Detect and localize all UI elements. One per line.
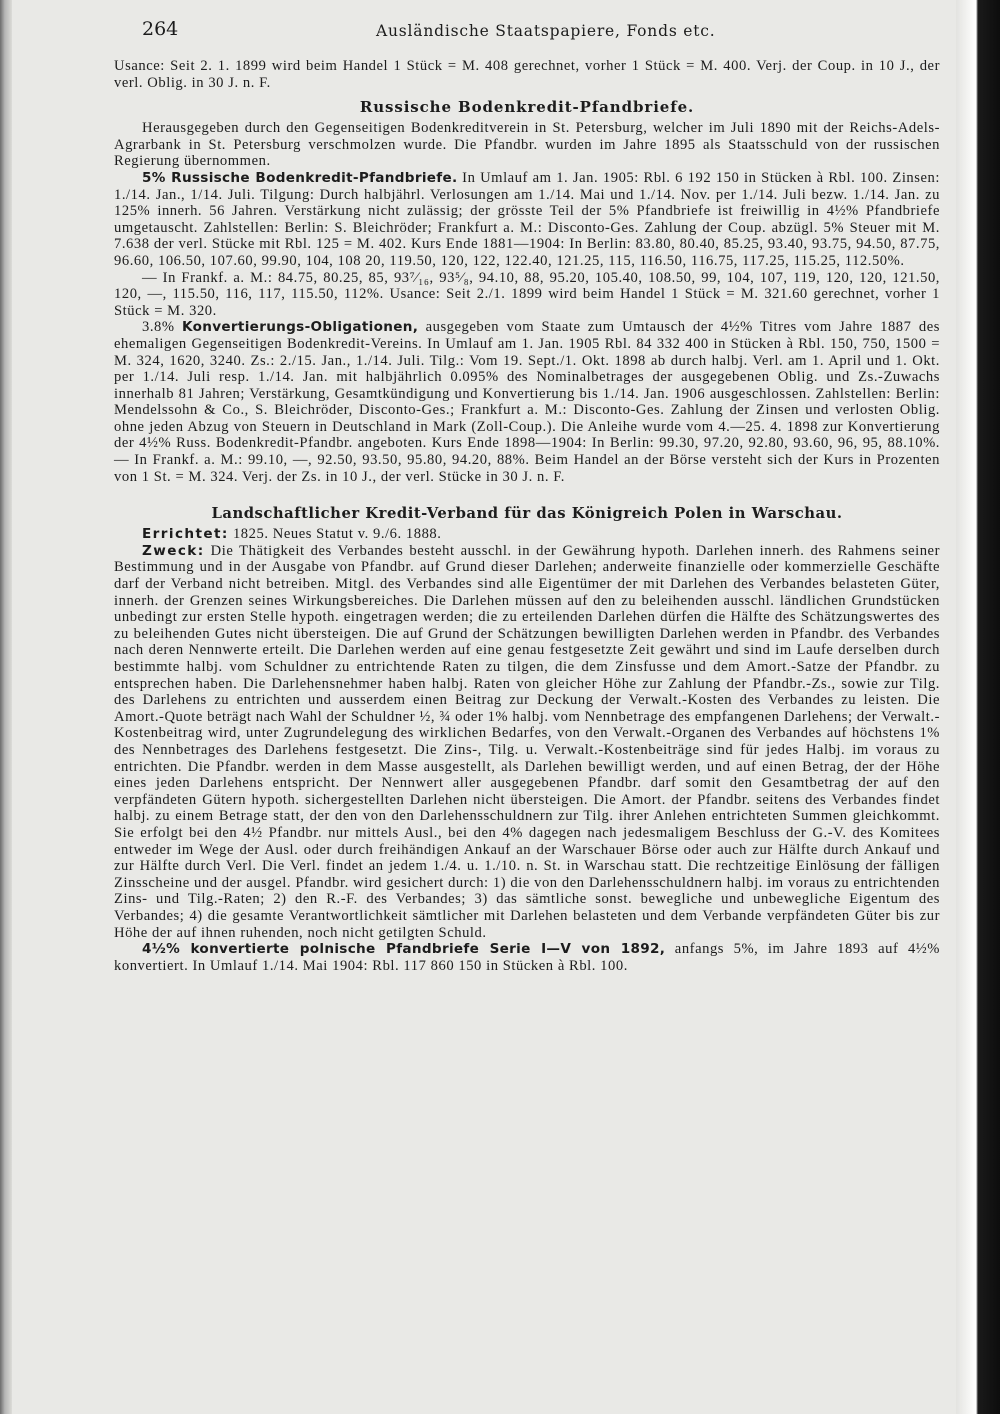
scan-left-edge <box>0 0 12 1414</box>
section1-paragraph-5pct <box>114 170 940 270</box>
paragraph-body: anfangs 5%, im Jahre 1893 auf 4½% konvertiert. In Umlauf 1./14. Mai 1904: Rbl. 117 860 150 in Stücken à Rbl. 100. <box>114 941 940 974</box>
running-title: Ausländische Staatspapiere, Fonds etc. <box>376 22 716 40</box>
section-title-landschaftlicher-kredit-verband: Landschaftlicher Kredit-Verband für das Königreich Polen in Warschau. <box>211 505 843 523</box>
scan-right-edge <box>956 0 1000 1414</box>
paragraph-lead: 4½% konvertierte polnische Pfandbriefe Serie I—V von 1892, <box>142 941 666 958</box>
section1-paragraph-conversion <box>114 319 940 485</box>
section1-intro: Herausgegeben durch den Gegenseitigen Bodenkreditverein in St. Petersburg, welcher im Juli 1890 mit der Reichs-Adels-Agrarbank in St. Petersburg verschmolzen wurde. Die Pfandbr. wurden im Jahre 1895 als Staatsschuld von der russischen Regierung übernommen. <box>114 120 940 170</box>
section-title-russian-pfandbriefe: Russische Bodenkredit-Pfandbriefe. <box>359 98 695 117</box>
paragraph-body: ausgegeben vom Staate zum Umtausch der 4½% Titres vom Jahre 1887 des ehemaligen Gegenseitigen Bodenkredit-Vereins. In Umlauf am 1. Jan. 1905 Rbl. 84 332 400 in Stücken à Rbl. 150, 750, 1500 = M. 324, 1620, 3240. Zs.: 2./15. Jan., 1./14. Juli. Tilg.: Vom 19. Sept./1. Okt. 1898 ab durch halbj. Verl. am 1. April und 1. Okt. per 1./14. Juli resp. 1./14. Jan. mit halbjährlich 0.095% des Nominalbetrages der ausgegebenen Oblig. und Zs.-Zuwachs innerhalb 81 Jahren; Verstärkung, Gesamtkündigung und Konvertierung bis 1./14. Jan. 1906 ausgeschlossen. Zahlstellen: Berlin: Mendelssohn & Co., S. Bleichröder, Disconto-Ges.; Frankfurt a. M.: Disconto-Ges. Zahlung der Zinsen und verlosten Oblig. ohne jeden Abzug von Steuern in Deutschland in Mark (Zoll-Coup.). Die Anleihe wurde vom 4.—25. 4. 1898 zur Konvertierung der 4½% Russ. Bodenkredit-Pfandbr. angeboten. Kurs Ende 1898—1904: In Berlin: 99.30, 97.20, 92.80, 93.60, 96, 95, 88.10%. — In Frankf. a. M.: 99.10, —, 92.50, 93.50, 95.80, 94.20, 88%. Beim Handel an der Börse versteht sich der Kurs in Prozenten von 1 St. = M. 324. Verj. der Zs. in 10 J., der verl. Stücke in 30 J. n. F. <box>114 319 940 485</box>
section2-polish-pfandbriefe <box>114 941 940 974</box>
page-number: 264 <box>142 18 179 40</box>
paragraph-lead: 5% Russische Bodenkredit-Pfandbriefe. <box>142 169 458 186</box>
purpose-label: Zweck: <box>142 542 205 559</box>
founded-text: 1825. Neues Statut v. 9./6. 1888. <box>228 526 442 543</box>
founded-label: Errichtet: <box>142 526 229 543</box>
paragraph-body: In Umlauf am 1. Jan. 1905: Rbl. 6 192 150 in Stücken à Rbl. 100. Zinsen: 1./14. Jan., 1/14. Juli. Tilgung: Durch halbjährl. Verlosungen am 1./14. Mai und 1./14. Nov. per 1./14. Juli bezw. 1./14. Jan. zu 125% innerh. 56 Jahren. Verstärkung nicht zulässig; der grösste Teil der 5% Pfandbriefe ist freiwillig in 4½% Pfandbriefe umgetauscht. Zahlstellen: Berlin: S. Bleichröder; Frankfurt a. M.: Disconto-Ges. Zahlung der Coup. abzügl. 5% Steuer mit M. 7.638 der verl. Stücke mit Rbl. 125 = M. 402. Kurs Ende 1881—1904: In Berlin: 83.80, 80.40, 85.25, 93.40, 93.75, 94.50, 87.75, 96.60, 106.50, 107.60, 99.90, 104, 108 20, 119.50, 120, 122, 122.40, 121.25, 115, 116.50, 116.75, 117.25, 115.25, 112.50%. <box>114 169 940 269</box>
paragraph-lead: Konvertierungs-Obligationen, <box>182 319 419 336</box>
usance-note: Usance: Seit 2. 1. 1899 wird beim Handel 1 Stück = M. 408 gerechnet, vorher 1 Stück = M. 400. Verj. der Coup. in 10 J., der verl. Oblig. in 30 J. n. F. <box>114 58 940 91</box>
purpose-text: Die Thätigkeit des Verbandes besteht ausschl. in der Gewährung hypoth. Darlehen innerh. des Rahmens seiner Bestimmung und in der Ausgabe von Pfandbr. auf Grund dieser Darlehen; anderweite finanzielle oder kommerzielle Geschäfte darf der Verband nicht betreiben. Mitgl. des Verbandes sind alle Eigentümer der mit Darlehen des Verbandes belasteten Güter, innerh. der Grenzen seines Wirkungsbereiches. Die Darlehen müssen auf den zu beleihenden ausschl. ländlichen Grundstücken unbedingt zur ersten Stelle hypoth. eingetragen werden; die zu erteilenden Darlehen dürfen die Hälfte des Schätzungswertes des zu beleihenden Gutes nicht übersteigen. Die auf Grund der Schätzungen bewilligten Darlehen werden in Pfandbr. des Verbandes nach deren Nennwerte erteilt. Die Darlehen werden auf eine genau festgesetzte Zeit gewährt und sind im Laufe derselben durch bestimmte halbj. vom Schuldner zu entrichtende Raten zu tilgen, die dem Zinsfusse und dem Amort.-Satze der Pfandbr. zu entsprechen haben. Die Darlehensnehmer haben halbj. Raten von gleicher Höhe zur Zahlung der Pfandbr.-Zs., sowie zur Tilg. des Darlehens zu entrichten und ausserdem einen Beitrag zur Deckung der Verwalt.-Kosten des Verbandes zu leisten. Die Amort.-Quote beträgt nach Wahl der Schuldner ½, ¾ oder 1% halbj. vom Nennbetrage des empfangenen Darlehens; der Verwalt.-Kostenbeitrag wird, unter Zugrundelegung des wirklichen Bedarfes, von den Verwalt.-Organen des Verbandes auf höchstens 1% des Nennbetrages des Darlehens festgesetzt. Die Zins-, Tilg. u. Verwalt.-Kostenbeiträge sind für jedes Halbj. im voraus zu entrichten. Die Pfandbr. werden in dem Masse ausgestellt, als Darlehen bewilligt werden, und auf einen Betrag, der der Höhe eines jeden Darlehens entspricht. Der Nennwert aller ausgegebenen Pfandbr. darf somit den Gesamtbetrag der auf den verpfändeten Gütern hypoth. sichergestellten Darlehen nicht übersteigen. Die Amort. der Pfandbr. seitens des Verbandes findet halbj. zu einem Betrage statt, der den von den Darlehensschuldnern zur Tilg. ihrer Anlehen entrichteten Summen gleichkommt. Sie erfolgt bei den 4½ Pfandbr. nur mittels Ausl., bei den 4% dagegen nach jedesmaligem Beschluss der G.-V. des Komitees entweder im Wege der Ausl. oder durch freihändigen Ankauf an der Warschauer Börse oder auch zur Hälfte durch Ankauf und zur Hälfte durch Verl. Die Verl. findet an jedem 1./4. u. 1./10. n. St. in Warschau statt. Die rechtzeitige Einlösung der fälligen Zinsscheine und der ausgel. Pfandbr. wird gesichert durch: 1) die von den Darlehensschuldnern halbj. im voraus zu entrichtenden Zins- und Tilg.-Raten; 2) den R.-F. des Verbandes; 3) das sämtliche sonst. bewegliche und unbewegliche Eigentum des Verbandes; 4) die gesamte Verantwortlichkeit sämtlicher mit Darlehen belasteten und dem Verbande verpfändeten Güter bis zur Höhe der auf ihnen ruhenden, noch nicht getilgten Schuld. <box>114 542 940 941</box>
paragraph-lead-rate: 3.8% <box>142 319 175 336</box>
section2-founded <box>114 526 940 543</box>
section2-purpose <box>114 543 940 941</box>
section1-frankfurt-quotes: — In Frankf. a. M.: 84.75, 80.25, 85, 93⁷⁄₁₆, 93⁵⁄₈, 94.10, 88, 95.20, 105.40, 108.50, 99, 104, 107, 119, 120, 120, 121.50, 120, —, 115.50, 116, 117, 115.50, 112%. Usance: Seit 2./1. 1899 wird beim Handel 1 Stück = M. 321.60 gerechnet, vorher 1 Stück = M. 320. <box>114 269 940 319</box>
document-page <box>114 14 940 974</box>
page-header <box>114 14 940 48</box>
